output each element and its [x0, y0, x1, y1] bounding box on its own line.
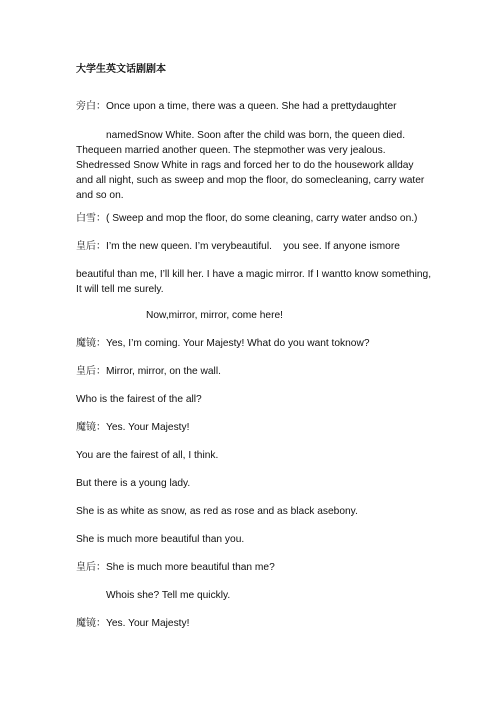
line-text: Mirror, mirror, on the wall.	[106, 366, 221, 377]
line-text: namedSnow White. Soon after the child was born, the queen died.	[106, 130, 406, 141]
line-text: I’m the new queen. I’m verybeautiful. you see. If anyone ismore	[106, 241, 400, 252]
line-text: She is much more beautiful than you.	[76, 534, 245, 545]
speaker-label: 皇后：	[76, 562, 106, 573]
line-text: Yes. Your Majesty!	[106, 618, 190, 629]
dialogue-line	[76, 392, 202, 407]
dialogue-line	[76, 188, 124, 203]
line-text: You are the fairest of all, I think.	[76, 450, 219, 461]
dialogue-line	[76, 143, 386, 158]
line-text: It will tell me surely.	[76, 284, 164, 295]
dialogue-line	[76, 267, 431, 282]
dialogue-line	[76, 239, 400, 254]
dialogue-line	[76, 99, 397, 114]
speaker-label: 皇后：	[76, 241, 106, 252]
document-title: 大学生英文话剧剧本	[76, 64, 166, 75]
line-text: Yes. Your Majesty!	[106, 422, 190, 433]
dialogue-line	[76, 448, 218, 463]
dialogue-line	[76, 336, 370, 351]
line-text: beautiful than me, I’ll kill her. I have a magic mirror. If I wantto know something,	[76, 269, 432, 280]
dialogue-line	[76, 158, 414, 173]
dialogue-line	[76, 616, 189, 631]
dialogue-line	[106, 128, 405, 143]
line-text: She is as white as snow, as red as rose and as black asebony.	[76, 506, 358, 517]
line-text: ( Sweep and mop the floor, do some cleaning, carry water andso on.)	[106, 213, 418, 224]
line-text: Who is the fairest of the all?	[76, 394, 202, 405]
speaker-label: 白雪：	[76, 213, 106, 224]
dialogue-line	[76, 420, 189, 435]
speaker-label: 魔镜：	[76, 338, 106, 349]
dialogue-line	[76, 173, 424, 188]
speaker-label: 魔镜：	[76, 618, 106, 629]
line-text: and so on.	[76, 190, 124, 201]
dialogue-line	[76, 532, 244, 547]
speaker-label: 旁白：	[76, 101, 106, 112]
dialogue-line	[146, 308, 283, 323]
dialogue-line	[76, 364, 221, 379]
dialogue-line	[106, 588, 230, 603]
line-text: Shedressed Snow White in rags and forced her to do the housework allday	[76, 160, 414, 171]
dialogue-line	[76, 476, 190, 491]
line-text: Yes, I’m coming. Your Majesty! What do you want toknow?	[106, 338, 370, 349]
line-text: Whois she? Tell me quickly.	[106, 590, 231, 601]
speaker-label: 魔镜：	[76, 422, 106, 433]
line-text: Once upon a time, there was a queen. She had a prettydaughter	[106, 101, 397, 112]
dialogue-line	[76, 504, 358, 519]
line-text: But there is a young lady.	[76, 478, 191, 489]
dialogue-line	[76, 211, 417, 226]
line-text: and all night, such as sweep and mop the floor, do somecleaning, carry water	[76, 175, 425, 186]
dialogue-line	[76, 282, 164, 297]
speaker-label: 皇后：	[76, 366, 106, 377]
line-text: Now,mirror, mirror, come here!	[146, 310, 283, 321]
line-text: Thequeen married another queen. The stepmother was very jealous.	[76, 145, 386, 156]
dialogue-line	[76, 560, 275, 575]
line-text: She is much more beautiful than me?	[106, 562, 275, 573]
